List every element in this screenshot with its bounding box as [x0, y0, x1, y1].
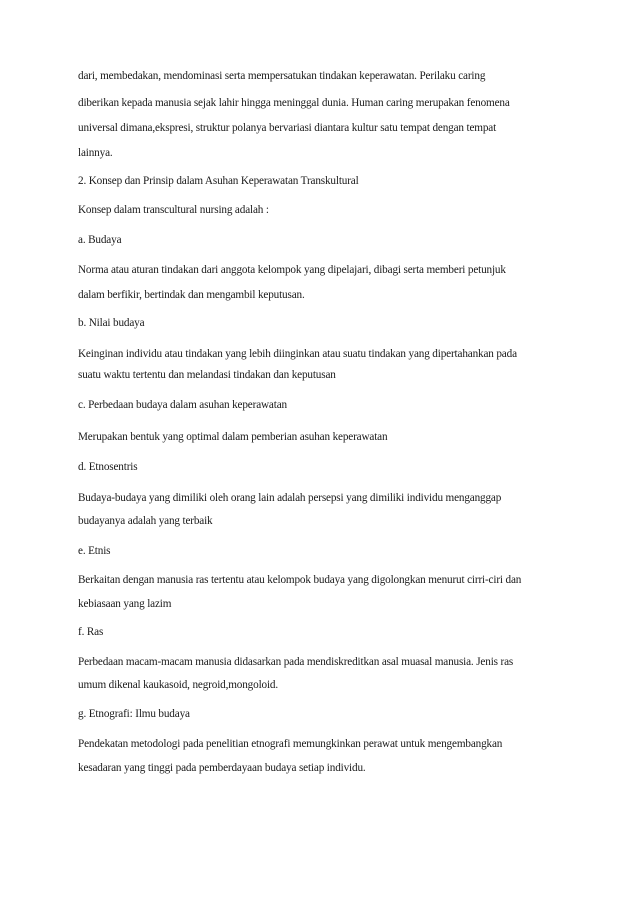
item-text-line: Budaya-budaya yang dimiliki oleh orang lain adalah persepsi yang dimiliki individu menganggap: [78, 492, 502, 504]
item-heading-etnis: e. Etnis: [78, 545, 111, 557]
item-text-line: budayanya adalah yang terbaik: [78, 515, 213, 527]
section-heading: 2. Konsep dan Prinsip dalam Asuhan Keperawatan Transkultural: [78, 175, 359, 187]
item-text-line: Pendekatan metodologi pada penelitian etnografi memungkinkan perawat untuk mengembangkan: [78, 738, 503, 750]
item-heading-nilai-budaya: b. Nilai budaya: [78, 317, 145, 329]
item-text-line: dalam berfikir, bertindak dan mengambil keputusan.: [78, 289, 305, 301]
item-text-line: suatu waktu tertentu dan melandasi tindakan dan keputusan: [78, 369, 336, 381]
item-text-line: kesadaran yang tinggi pada pemberdayaan budaya setiap individu.: [78, 762, 366, 774]
item-heading-perbedaan-budaya: c. Perbedaan budaya dalam asuhan keperawatan: [78, 399, 287, 411]
intro-line-3: universal dimana,ekspresi, struktur polanya bervariasi diantara kultur satu tempat dengan tempat: [78, 122, 497, 134]
intro-line-2: diberikan kepada manusia sejak lahir hingga meninggal dunia. Human caring merupakan fenomena: [78, 97, 510, 109]
item-text-line: Berkaitan dengan manusia ras tertentu atau kelompok budaya yang digolongkan menurut cirri-ciri dan: [78, 574, 522, 586]
intro-line-1: dari, membedakan, mendominasi serta mempersatukan tindakan keperawatan. Perilaku caring: [78, 70, 486, 82]
intro-line-4: lainnya.: [78, 147, 113, 159]
section-intro: Konsep dalam transcultural nursing adalah :: [78, 204, 269, 216]
item-text-line: Norma atau aturan tindakan dari anggota kelompok yang dipelajari, dibagi serta memberi petunjuk: [78, 264, 506, 276]
item-text-line: Perbedaan macam-macam manusia didasarkan pada mendiskreditkan asal muasal manusia. Jenis ras: [78, 656, 514, 668]
item-text-line: Merupakan bentuk yang optimal dalam pemberian asuhan keperawatan: [78, 431, 388, 443]
item-text-line: kebiasaan yang lazim: [78, 598, 172, 610]
item-heading-etnosentris: d. Etnosentris: [78, 461, 138, 473]
item-heading-etnografi: g. Etnografi: Ilmu budaya: [78, 708, 190, 720]
item-text-line: umum dikenal kaukasoid, negroid,mongoloid.: [78, 679, 279, 691]
item-heading-budaya: a. Budaya: [78, 234, 122, 246]
item-text-line: Keinginan individu atau tindakan yang lebih diinginkan atau suatu tindakan yang dipertahankan pada: [78, 348, 517, 360]
item-heading-ras: f. Ras: [78, 626, 104, 638]
